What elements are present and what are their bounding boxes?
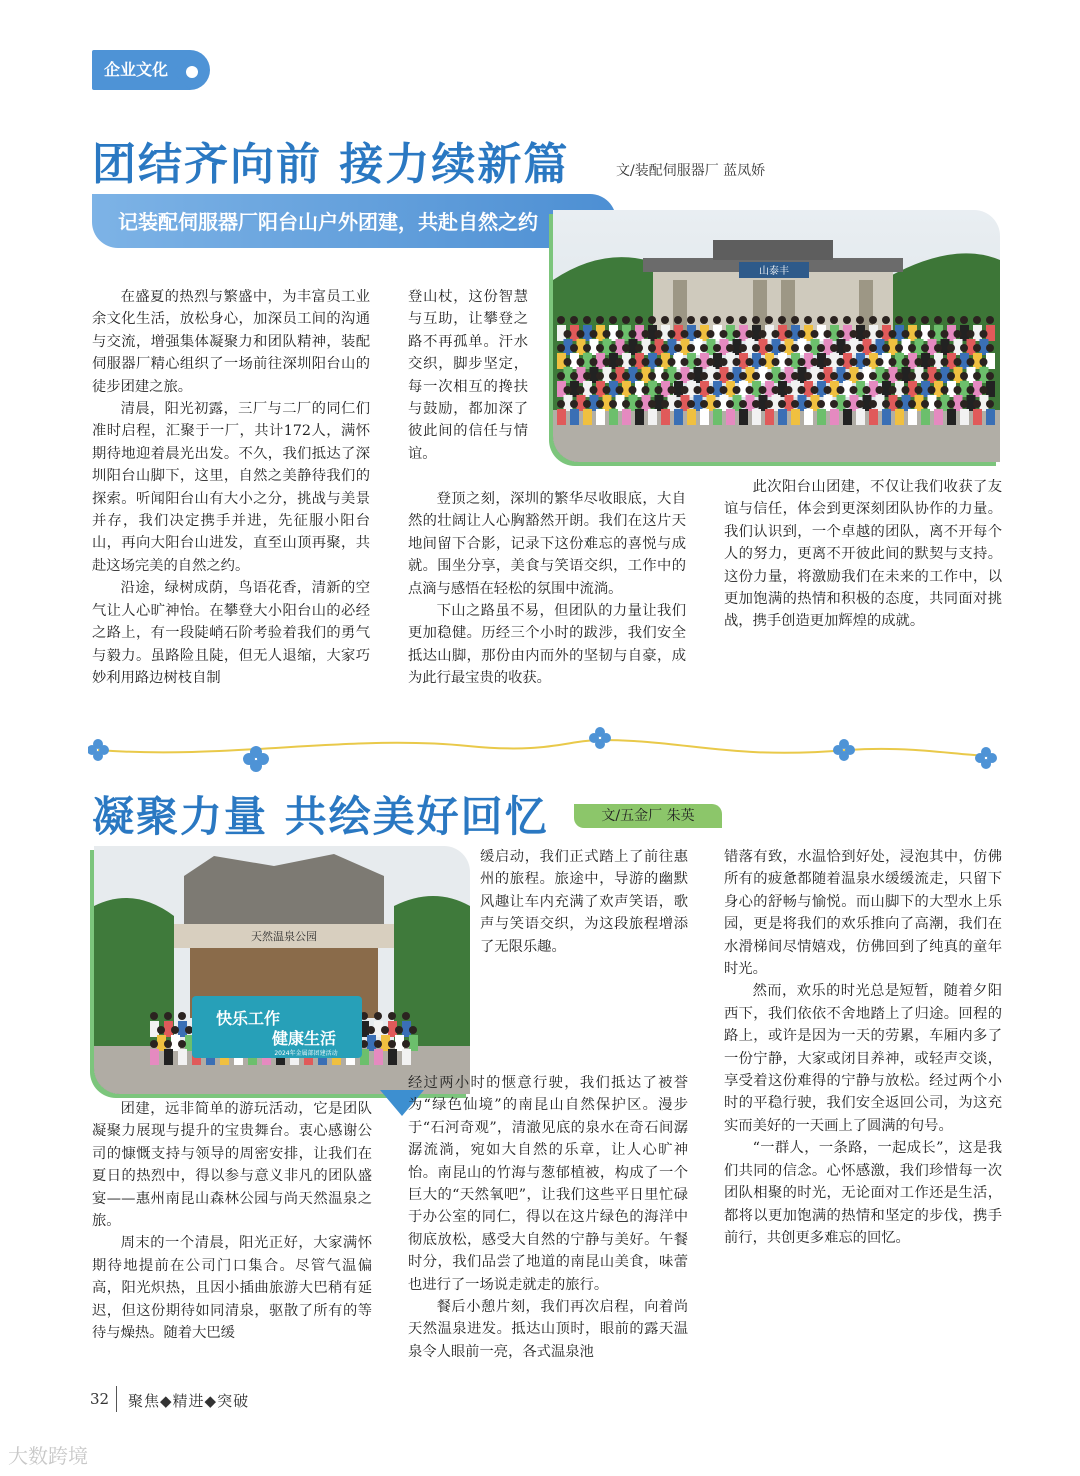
article2-column-1 — [92, 1098, 372, 1344]
article1-column-2a — [408, 286, 528, 465]
paragraph: 下山之路虽不易，但团队的力量让我们更加稳健。历经三个小时的跋涉，我们安全抵达山脚，那份由内而外的坚韧与自豪，成为此行最宝贵的收获。 — [408, 603, 686, 687]
article1-subtitle: 记装配伺服器厂阳台山户外团建，共赴自然之约 — [118, 210, 538, 234]
paragraph: 登山杖，这份智慧与互助，让攀登之路不再孤单。汗水交织，脚步坚定，每一次相互的搀扶与鼓励，都加深了彼此间的信任与情谊。 — [408, 289, 528, 462]
paragraph: 错落有致，水温恰到好处，浸泡其中，仿佛所有的疲惫都随着温泉水缓缓流走，只留下身心的舒畅与愉悦。而山脚下的大型水上乐园，更是将我们的欢乐推向了高潮，我们在水滑梯间尽情嬉戏，仿佛回到了纯真的童年时光。 — [724, 849, 1002, 978]
article2-title: 凝聚力量 共绘美好回忆 — [92, 792, 549, 841]
group-photo-gate — [553, 210, 1000, 462]
clover-icon — [172, 52, 212, 92]
banner-line-1: 快乐工作 — [215, 1009, 281, 1028]
article2-column-2b — [408, 1072, 688, 1363]
park-sign: 天然温泉公园 — [251, 930, 317, 943]
article1-column-3 — [724, 476, 1002, 633]
group-photo-park — [94, 846, 470, 1094]
article2-byline: 文/五金厂 朱英 — [574, 804, 722, 828]
section-tag: 企业文化 — [92, 50, 210, 90]
footer-slogan: 聚焦◆精进◆突破 — [128, 1392, 250, 1410]
paragraph: 登顶之刻，深圳的繁华尽收眼底，大自然的壮阔让人心胸豁然开朗。我们在这片天地间留下合影，记录下这份难忘的喜悦与成就。围坐分享，美食与笑语交织，工作中的点滴与感悟在轻松的氛围中流淌。 — [408, 491, 686, 597]
article2-column-2a — [480, 846, 688, 958]
banner-line-2: 健康生活 — [271, 1029, 337, 1048]
paragraph: 缓启动，我们正式踏上了前往惠州的旅程。旅途中，导游的幽默风趣让车内充满了欢声笑语，歌声与笑语交织，为这段旅程增添了无限乐趣。 — [480, 849, 688, 955]
article1-byline: 文/装配伺服器厂 蓝凤娇 — [616, 163, 766, 179]
paragraph: 经过两小时的惬意行驶，我们抵达了被誉为“绿色仙境”的南昆山自然保护区。漫步于“石河奇观”，清澈见底的泉水在奇石间潺潺流淌，宛如大自然的乐章，让人心旷神怡。南昆山的竹海与葱郁植被，构成了一个巨大的“天然氧吧”，让我们这些平日里忙碌于办公室的同仁，得以在这片绿色的海洋中彻底放松，感受大自然的宁静与美好。午餐时分，我们品尝了地道的南昆山美食，味蕾也进行了一场说走就走的旅行。 — [408, 1075, 688, 1293]
article1-column-1 — [92, 286, 370, 689]
page-number: 32 — [90, 1390, 110, 1408]
wave-divider — [88, 726, 1000, 774]
paragraph: 团建，远非简单的游玩活动，它是团队凝聚力展现与提升的宝贵舞台。衷心感谢公司的慷慨支持与领导的周密安排，让我们在夏日的热烈中，得以参与意义非凡的团队盛宴——惠州南昆山森林公园与尚天然温泉之旅。 — [92, 1101, 372, 1230]
paragraph: 清晨，阳光初露，三厂与二厂的同仁们准时启程，汇聚于一厂，共计172人，满怀期待地迎着晨光出发。不久，我们抵达了深圳阳台山脚下，这里，自然之美静待我们的探索。听闻阳台山有大小之分，挑战与美景并存，我们决定携手并进，先征服小阳台山，再向大阳台山进发，直至山顶再聚，共赴这场完美的自然之约。 — [92, 401, 370, 574]
banner-subtitle: 2024年金属部团建活动 — [274, 1050, 338, 1057]
article1-column-2b — [408, 488, 686, 690]
paragraph: 然而，欢乐的时光总是短暂，随着夕阳西下，我们依依不舍地踏上了归途。回程的路上，或许是因为一天的劳累，车厢内多了一份宁静，大家或闭目养神，或轻声交谈，享受着这份难得的宁静与放松。经过两个小时的平稳行驶，我们安全返回公司，为这充实而美好的一天画上了圆满的句号。 — [724, 983, 1002, 1134]
footer-divider — [116, 1386, 117, 1412]
paragraph: 此次阳台山团建，不仅让我们收获了友谊与信任，体会到更深刻团队协作的力量。我们认识到，一个卓越的团队，离不开每个人的努力，更离不开彼此间的默契与支持。这份力量，将激励我们在未来的工作中，以更加饱满的热情和积极的态度，共同面对挑战，携手创造更加辉煌的成就。 — [724, 479, 1002, 630]
watermark: 大数跨境 — [8, 1444, 88, 1468]
clover-icon — [975, 747, 997, 769]
paragraph: 在盛夏的热烈与繁盛中，为丰富员工业余文化生活，放松身心，加深员工间的沟通与交流，增强集体凝聚力和团队精神，装配伺服器厂精心组织了一场前往深圳阳台山的徒步团建之旅。 — [92, 289, 370, 395]
article1-title: 团结齐向前 接力续新篇 — [92, 139, 570, 190]
article2-column-3 — [724, 846, 1002, 1249]
paragraph: 周末的一个清晨，阳光正好，大家满怀期待地提前在公司门口集合。尽管气温偏高，阳光炽热，且因小插曲旅游大巴稍有延迟，但这份期待如同清泉，驱散了所有的等待与燥热。随着大巴缓 — [92, 1235, 372, 1342]
gate-plaque: 山泰丰 — [759, 266, 789, 277]
paragraph: 餐后小憩片刻，我们再次启程，向着尚天然温泉进发。抵达山顶时，眼前的露天温泉令人眼前一亮，各式温泉池 — [408, 1299, 688, 1360]
paragraph: “一群人，一条路，一起成长”，这是我们共同的信念。心怀感激，我们珍惜每一次团队相聚的时光，无论面对工作还是生活，都将以更加饱满的热情和坚定的步伐，携手前行，共创更多难忘的回忆。 — [724, 1140, 1002, 1246]
paragraph: 沿途，绿树成荫，鸟语花香，清新的空气让人心旷神怡。在攀登大小阳台山的必经之路上，有一段陡峭石阶考验着我们的勇气与毅力。虽路险且陡，但无人退缩，大家巧妙利用路边树枝自制 — [92, 580, 370, 686]
clover-icon — [589, 727, 611, 749]
